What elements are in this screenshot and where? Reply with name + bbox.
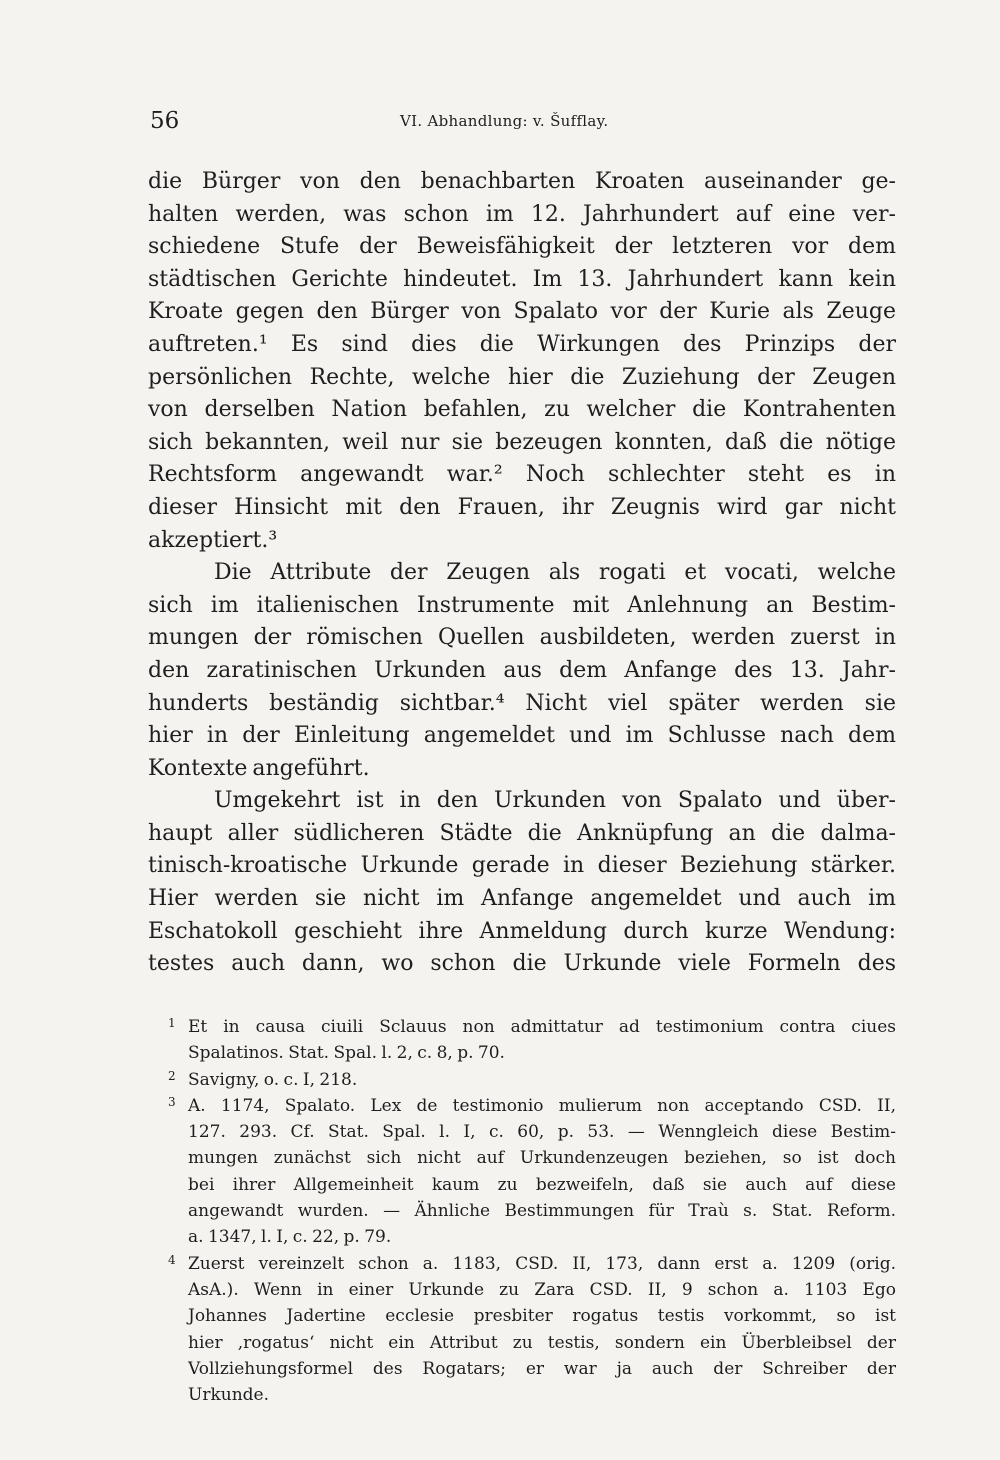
text-line: persönlichen Rechte, welche hier die Zuziehung der Zeugen — [148, 364, 896, 390]
running-head — [150, 106, 895, 136]
footnote-4 — [148, 1251, 896, 1277]
text-line: haupt aller südlicheren Städte die Anknüpfung an die dalma- — [148, 820, 896, 846]
main-text — [148, 166, 896, 981]
running-title: VI. Abhandlung: v. Šufflay. — [400, 112, 609, 130]
text-line: städtischen Gerichte hindeutet. Im 13. Jahrhundert kann kein — [148, 266, 896, 292]
text-line: von derselben Nation befahlen, zu welcher die Kontrahenten — [148, 397, 896, 423]
footnote-3 — [148, 1093, 896, 1119]
footnote-line: AsA.). Wenn in einer Urkunde zu Zara CSD. II, 9 schon a. 1103 Ego — [188, 1279, 896, 1300]
text-line: akzeptiert.³ — [148, 527, 278, 553]
footnote-line: Savigny, o. c. I, 218. — [188, 1069, 358, 1090]
text-line: Hier werden sie nicht im Anfange angemeldet und auch im — [148, 886, 896, 912]
text-line: die Bürger von den benachbarten Kroaten auseinander ge- — [148, 169, 896, 194]
text-line: mungen der römischen Quellen ausbildeten, werden zuerst in — [148, 625, 896, 651]
footnote-line: 127. 293. Cf. Stat. Spal. l. I, c. 60, p. 53. — Wenngleich diese Bestim- — [188, 1122, 896, 1143]
text-line: sich im italienischen Instrumente mit Anlehnung an Bestim- — [148, 592, 896, 618]
footnote-line: Zuerst vereinzelt schon a. 1183, CSD. II, 173, dann erst a. 1209 (orig. — [188, 1253, 896, 1274]
footnote-mark: 3 — [168, 1094, 176, 1109]
text-line: Kroate gegen den Bürger von Spalato vor der Kurie als Zeuge — [148, 299, 896, 325]
text-line: Kontexte angeführt. — [148, 755, 370, 781]
text-line: tinisch-kroatische Urkunde gerade in dieser Beziehung stärker. — [148, 853, 896, 879]
footnote-1 — [148, 1014, 896, 1040]
footnote-line: bei ihrer Allgemeinheit kaum zu bezweifeln, daß sie auch auf diese — [188, 1174, 896, 1195]
footnote-line: angewandt wurden. — Ähnliche Bestimmungen für Traù s. Stat. Reform. — [188, 1201, 896, 1222]
footnote-line: Johannes Jadertine ecclesie presbiter rogatus testis vorkommt, so ist — [188, 1306, 896, 1327]
footnote-line: Urkunde. — [188, 1385, 269, 1406]
text-line: Rechtsform angewandt war.² Noch schlechter steht es in — [148, 462, 896, 488]
text-line: Die Attribute der Zeugen als rogati et vocati, welche — [214, 560, 896, 586]
text-line: schiedene Stufe der Beweisfähigkeit der letzteren vor dem — [148, 234, 896, 260]
footnote-line: a. 1347, l. I, c. 22, p. 79. — [188, 1227, 392, 1248]
footnote-mark: 2 — [168, 1068, 176, 1083]
text-line: dieser Hinsicht mit den Frauen, ihr Zeugnis wird gar nicht — [148, 494, 896, 520]
footnote-line: Vollziehungsformel des Rogatars; er war ja auch der Schreiber der — [188, 1358, 896, 1379]
text-line: testes auch dann, wo schon die Urkunde viele Formeln des — [148, 951, 896, 977]
text-line: auftreten.¹ Es sind dies die Wirkungen des Prinzips der — [148, 331, 896, 357]
footnote-line: hier ‚rogatus‘ nicht ein Attribut zu testis, sondern ein Überbleibsel der — [188, 1332, 896, 1353]
footnote-mark: 4 — [168, 1252, 176, 1267]
page-number: 56 — [150, 108, 180, 134]
text-line: hunderts beständig sichtbar.⁴ Nicht viel später werden sie — [148, 690, 896, 716]
text-line: hier in der Einleitung angemeldet und im Schlusse nach dem — [148, 723, 896, 749]
footnote-line: Spalatinos. Stat. Spal. l. 2, c. 8, p. 70. — [188, 1043, 505, 1064]
text-line: halten werden, was schon im 12. Jahrhundert auf eine ver- — [148, 201, 896, 227]
footnote-2 — [148, 1067, 896, 1093]
text-line: Eschatokoll geschieht ihre Anmeldung durch kurze Wendung: — [148, 918, 896, 944]
text-line: sich bekannten, weil nur sie bezeugen konnten, daß die nötige — [148, 429, 896, 455]
footnote-line: Et in causa ciuili Sclauus non admittatur ad testimonium contra ciues — [188, 1017, 896, 1037]
footnote-line: A. 1174, Spalato. Lex de testimonio mulierum non acceptando CSD. II, — [188, 1095, 896, 1116]
footnotes — [148, 1014, 896, 1408]
text-line: den zaratinischen Urkunden aus dem Anfange des 13. Jahr- — [148, 657, 896, 683]
footnote-mark: 1 — [168, 1016, 176, 1030]
footnote-line: mungen zunächst sich nicht auf Urkundenzeugen beziehen, so ist doch — [188, 1148, 896, 1169]
text-line: Umgekehrt ist in den Urkunden von Spalato und über- — [214, 788, 896, 814]
